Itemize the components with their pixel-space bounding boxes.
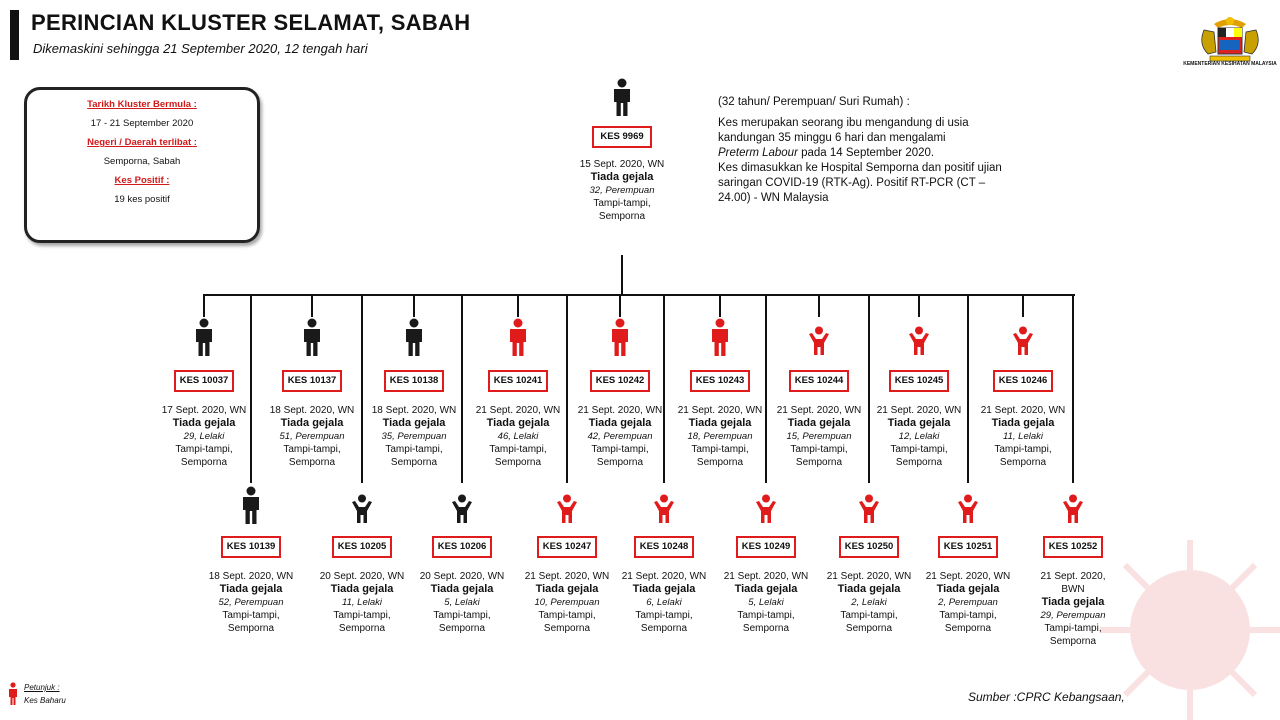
- case-location: Tampi-tampi,: [635, 610, 693, 621]
- case-location: Tampi-tampi,: [593, 198, 651, 209]
- case-location: Tampi-tampi,: [890, 444, 948, 455]
- connector-line: [818, 295, 820, 317]
- case-details: [466, 404, 570, 469]
- positive-label: Kes Positif :: [114, 175, 170, 186]
- case-location: Tampi-tampi,: [939, 610, 997, 621]
- case-demographics: 29, Lelaki: [183, 431, 225, 442]
- person-icon: [351, 494, 373, 529]
- case-demographics: 12, Lelaki: [898, 431, 940, 442]
- case-id-box: KES 10139: [221, 536, 281, 558]
- case-date: 21 Sept. 2020, WN: [621, 571, 707, 582]
- desc-line-2: Kes merupakan seorang ibu mengandung di usia kandungan 35 minggu 6 hari dan mengalami: [718, 117, 969, 144]
- positive-value: 19 kes positif: [114, 194, 170, 205]
- case-id-box: KES 10248: [634, 536, 694, 558]
- case-date: 21 Sept. 2020,: [1040, 571, 1106, 582]
- case-date: 18 Sept. 2020, WN: [269, 405, 355, 416]
- person-icon: [755, 494, 777, 529]
- case-date: 21 Sept. 2020, WN: [826, 571, 912, 582]
- case-location: Tampi-tampi,: [175, 444, 233, 455]
- case-demographics: 11, Lelaki: [1003, 431, 1043, 442]
- trunk-line: [621, 255, 623, 295]
- connector-line: [719, 295, 721, 317]
- case-id-box: KES 10245: [889, 370, 949, 392]
- connector-line: [203, 295, 205, 317]
- person-icon: [957, 494, 979, 529]
- case-location: Tampi-tampi,: [790, 444, 848, 455]
- case-details: [916, 570, 1020, 635]
- page-subtitle: Dikemaskini sehingga 21 September 2020, 12 tengah hari: [33, 41, 368, 56]
- case-demographics: 6, Lelaki: [646, 597, 682, 608]
- person-icon: [808, 326, 830, 361]
- case-district: Semporna: [845, 623, 893, 634]
- case-location: Tampi-tampi,: [1044, 623, 1102, 634]
- case-status: Tiada gejala: [887, 417, 951, 429]
- person-icon: [858, 494, 880, 529]
- case-district: Semporna: [596, 457, 644, 468]
- case-details: [152, 404, 256, 469]
- person-icon: [556, 494, 578, 529]
- case-district: Semporna: [438, 623, 486, 634]
- case-date: 21 Sept. 2020, WN: [925, 571, 1011, 582]
- person-icon: [403, 318, 425, 361]
- source-note: Sumber :CPRC Kebangsaan,: [968, 690, 1125, 704]
- case-district: Semporna: [494, 457, 542, 468]
- case-details: [570, 158, 674, 223]
- case-id-box: KES 10250: [839, 536, 899, 558]
- person-icon: [609, 318, 631, 361]
- case-district: Semporna: [944, 623, 992, 634]
- case-status: Tiada gejala: [837, 583, 901, 595]
- case-status: Tiada gejala: [588, 417, 652, 429]
- case-date: 18 Sept. 2020, WN: [371, 405, 457, 416]
- title-accent-bar: [10, 10, 19, 60]
- start-date-value: 17 - 21 September 2020: [90, 118, 194, 129]
- desc-line-4: Kes dimasukkan ke Hospital Semporna dan positif ujian saringan COVID-19 (RTK-Ag). Positif RT-PCR (CT – 24.00) - WN Malaysia: [718, 162, 1002, 204]
- case-location: Tampi-tampi,: [591, 444, 649, 455]
- case-id-box: KES 10251: [938, 536, 998, 558]
- case-location: Tampi-tampi,: [994, 444, 1052, 455]
- case-district: Semporna: [390, 457, 438, 468]
- case-id-box: KES 9969: [592, 126, 652, 148]
- case-demographics: 52, Perempuan: [218, 597, 284, 608]
- person-icon: [1012, 326, 1034, 361]
- case-id-box: KES 10242: [590, 370, 650, 392]
- case-date: 18 Sept. 2020, WN: [208, 571, 294, 582]
- case-id-box: KES 10206: [432, 536, 492, 558]
- person-icon: [301, 318, 323, 361]
- case-location: Tampi-tampi,: [691, 444, 749, 455]
- case-id-box: KES 10241: [488, 370, 548, 392]
- desc-italic-term: Preterm Labour: [718, 147, 798, 159]
- case-details: [410, 570, 514, 635]
- case-details: [612, 570, 716, 635]
- legend: [24, 681, 66, 707]
- case-date: 21 Sept. 2020, WN: [876, 405, 962, 416]
- person-icon: [240, 486, 262, 529]
- case-id-box: KES 10249: [736, 536, 796, 558]
- case-date: 15 Sept. 2020, WN: [579, 159, 665, 170]
- case-details: [199, 570, 303, 635]
- case-status: Tiada gejala: [936, 583, 1000, 595]
- connector-line: [311, 295, 313, 317]
- case-demographics: 18, Perempuan: [687, 431, 753, 442]
- case-demographics: 2, Lelaki: [851, 597, 887, 608]
- case-location: Tampi-tampi,: [538, 610, 596, 621]
- legend-item: Kes Baharu: [24, 696, 66, 705]
- case-demographics: 2, Perempuan: [938, 597, 998, 608]
- case-date: 21 Sept. 2020, WN: [475, 405, 561, 416]
- desc-line-1: (32 tahun/ Perempuan/ Suri Rumah) :: [718, 96, 910, 108]
- case-date: 20 Sept. 2020, WN: [319, 571, 405, 582]
- case-demographics: 11, Lelaki: [342, 597, 382, 608]
- case-district: Semporna: [999, 457, 1047, 468]
- case-date-suffix: BWN: [1061, 584, 1085, 595]
- case-date: 17 Sept. 2020, WN: [161, 405, 247, 416]
- case-status: Tiada gejala: [688, 417, 752, 429]
- case-id-box: KES 10037: [174, 370, 234, 392]
- horizontal-branch-line: [203, 294, 1075, 296]
- case-details: [362, 404, 466, 469]
- connector-line: [413, 295, 415, 317]
- case-district: Semporna: [795, 457, 843, 468]
- case-district: Semporna: [288, 457, 336, 468]
- start-date-label: Tarikh Kluster Bermula :: [87, 99, 197, 110]
- index-case-description: [718, 95, 1018, 206]
- case-demographics: 10, Perempuan: [534, 597, 600, 608]
- page-title: PERINCIAN KLUSTER SELAMAT, SABAH: [31, 10, 471, 35]
- case-details: [867, 404, 971, 469]
- person-icon: [193, 318, 215, 361]
- region-value: Semporna, Sabah: [103, 156, 181, 167]
- case-status: Tiada gejala: [590, 171, 654, 183]
- connector-line: [1022, 295, 1024, 317]
- person-icon: [709, 318, 731, 361]
- case-location: Tampi-tampi,: [489, 444, 547, 455]
- case-status: Tiada gejala: [382, 417, 446, 429]
- person-icon: [611, 78, 633, 121]
- case-location: Tampi-tampi,: [840, 610, 898, 621]
- case-details: [668, 404, 772, 469]
- case-district: Semporna: [640, 623, 688, 634]
- case-id-box: KES 10247: [537, 536, 597, 558]
- case-id-box: KES 10252: [1043, 536, 1103, 558]
- person-icon: [908, 326, 930, 361]
- case-location: Tampi-tampi,: [283, 444, 341, 455]
- case-district: Semporna: [1049, 636, 1097, 647]
- case-date: 21 Sept. 2020, WN: [524, 571, 610, 582]
- person-icon: [653, 494, 675, 529]
- case-id-box: KES 10137: [282, 370, 342, 392]
- case-details: [310, 570, 414, 635]
- case-id-box: KES 10244: [789, 370, 849, 392]
- case-id-box: KES 10138: [384, 370, 444, 392]
- case-status: Tiada gejala: [219, 583, 283, 595]
- case-location: Tampi-tampi,: [333, 610, 391, 621]
- ministry-name: KEMENTERIAN KESIHATAN MALAYSIA: [1183, 61, 1277, 67]
- case-status: Tiada gejala: [172, 417, 236, 429]
- case-district: Semporna: [742, 623, 790, 634]
- case-district: Semporna: [180, 457, 228, 468]
- case-date: 21 Sept. 2020, WN: [776, 405, 862, 416]
- case-status: Tiada gejala: [632, 583, 696, 595]
- person-icon: [451, 494, 473, 529]
- connector-line: [918, 295, 920, 317]
- case-location: Tampi-tampi,: [737, 610, 795, 621]
- case-details: [568, 404, 672, 469]
- desc-line-3: pada 14 September 2020.: [801, 147, 935, 159]
- case-date: 21 Sept. 2020, WN: [980, 405, 1066, 416]
- case-demographics: 15, Perempuan: [786, 431, 852, 442]
- case-details: [260, 404, 364, 469]
- case-demographics: 51, Perempuan: [279, 431, 345, 442]
- case-demographics: 46, Lelaki: [497, 431, 539, 442]
- case-status: Tiada gejala: [1041, 596, 1105, 608]
- case-status: Tiada gejala: [734, 583, 798, 595]
- case-location: Tampi-tampi,: [385, 444, 443, 455]
- case-date: 21 Sept. 2020, WN: [677, 405, 763, 416]
- case-status: Tiada gejala: [787, 417, 851, 429]
- case-details: [767, 404, 871, 469]
- connector-line: [517, 295, 519, 317]
- case-district: Semporna: [598, 211, 646, 222]
- case-demographics: 5, Lelaki: [748, 597, 784, 608]
- case-id-box: KES 10246: [993, 370, 1053, 392]
- case-demographics: 29, Perempuan: [1040, 610, 1106, 621]
- case-status: Tiada gejala: [991, 417, 1055, 429]
- case-date: 21 Sept. 2020, WN: [723, 571, 809, 582]
- legend-label: Petunjuk :: [24, 683, 60, 692]
- legend-person-icon: [7, 682, 19, 706]
- cluster-summary-box: [24, 87, 260, 243]
- case-status: Tiada gejala: [330, 583, 394, 595]
- connector-line: [619, 295, 621, 317]
- case-id-box: KES 10205: [332, 536, 392, 558]
- case-status: Tiada gejala: [486, 417, 550, 429]
- case-district: Semporna: [543, 623, 591, 634]
- case-status: Tiada gejala: [430, 583, 494, 595]
- case-demographics: 32, Perempuan: [589, 185, 655, 196]
- region-label: Negeri / Daerah terlibat :: [87, 137, 197, 148]
- case-details: [714, 570, 818, 635]
- case-status: Tiada gejala: [280, 417, 344, 429]
- case-location: Tampi-tampi,: [222, 610, 280, 621]
- case-details: [817, 570, 921, 635]
- case-district: Semporna: [227, 623, 275, 634]
- person-icon: [507, 318, 529, 361]
- case-id-box: KES 10243: [690, 370, 750, 392]
- case-demographics: 35, Perempuan: [381, 431, 447, 442]
- case-demographics: 5, Lelaki: [444, 597, 480, 608]
- case-details: [515, 570, 619, 635]
- case-details: [971, 404, 1075, 469]
- case-status: Tiada gejala: [535, 583, 599, 595]
- case-district: Semporna: [895, 457, 943, 468]
- case-location: Tampi-tampi,: [433, 610, 491, 621]
- case-district: Semporna: [338, 623, 386, 634]
- case-date: 20 Sept. 2020, WN: [419, 571, 505, 582]
- case-date: 21 Sept. 2020, WN: [577, 405, 663, 416]
- case-demographics: 42, Perempuan: [587, 431, 653, 442]
- case-district: Semporna: [696, 457, 744, 468]
